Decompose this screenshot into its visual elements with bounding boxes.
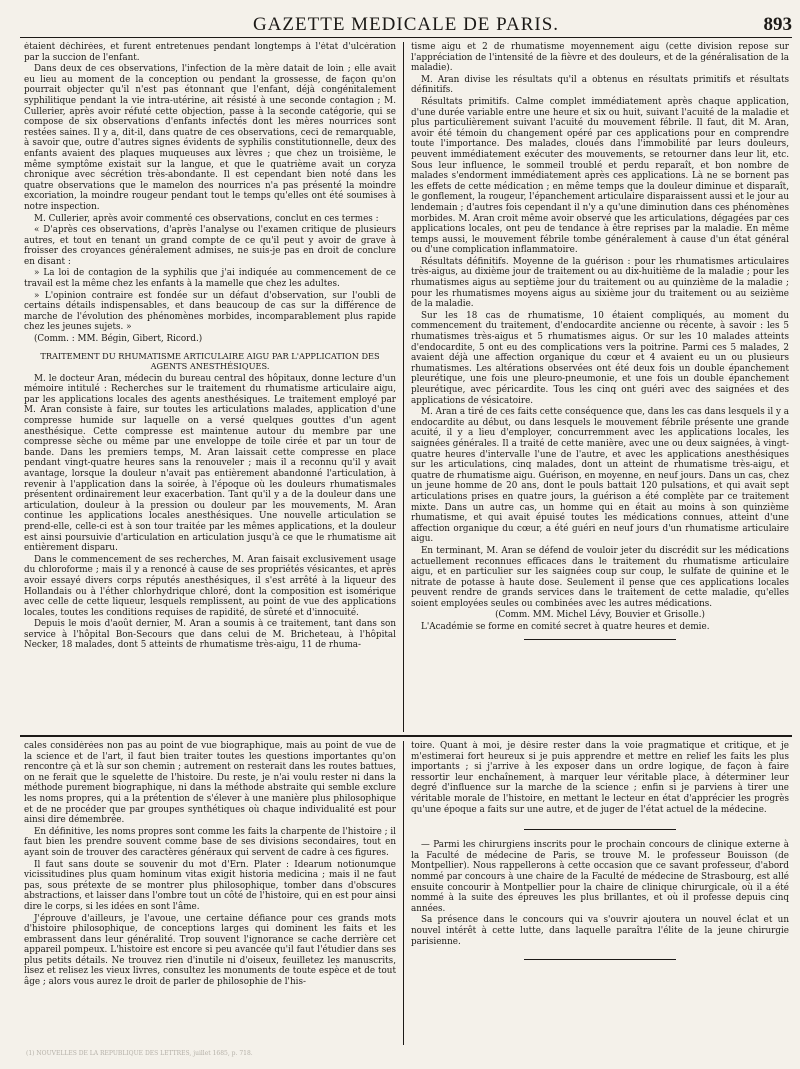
paragraph: En terminant, M. Aran se défend de vouloir jeter du discrédit sur les médications actuellement reconnues efficaces dans le traitement du rhumatisme articulaire aigu, et en particulier sur les saignées coup sur coup, le sulfate de quinine et le nitrate de potasse à haute dose. Seulement il pense que ces applications locales peuvent rendre de grands services dans le traitement de cette maladie, qu'elles soient employées seules ou combinées avec les autres médications. <box>411 545 789 609</box>
paragraph: L'Académie se forme en comité secret à quatre heures et demie. <box>421 622 710 633</box>
paragraph: toire. Quant à moi, je désire rester dans la voie pragmatique et critique, et je m'estimerai fort heureux si je puis apprendre et mettre en relief les faits les plus importants ; si j'arrive à les exposer dans un ordre logique, de façon à faire ressortir leur enchaînement, à marquer leur véritable place, à déterminer leur degré d'influence sur la marche de la science ; enfin si je parviens à tirer une véritable morale de l'histoire, en mettant le lecteur en état d'apprécier les progrès qu'une époque a faits sur une autre, et de juger de l'état actuel de la médecine. <box>411 741 789 815</box>
commission-line: (Comm. MM. Michel Lévy, Bouvier et Grisolle.) <box>495 610 705 621</box>
commission-line: (Comm. : MM. Bégin, Gibert, Ricord.) <box>34 334 203 345</box>
paragraph: M. le docteur Aran, médecin du bureau central des hôpitaux, donne lecture d'un mémoire intitulé : Recherches sur le traitement du rhumatisme articulaire aigu, par les applications locales des agents anesthésiques. Le traitement employé par M. Aran consiste à faire, sur toutes les articulations malades, application d'une compresse humide sur laquelle on a versé quelques gouttes d'un agent anesthésique. Cette compresse est maintenue autour du membre par une compresse sèche ou même par une enveloppe de toile cirée et par un tour de bande. Dans les premiers temps, M. Aran laissait cette compresse en place pendant vingt-quatre heures sans la renouveler ; mais il a reconnu qu'il y avait avantage, lorsque la douleur n'avait pas entièrement abandonné l'articulation, à revenir à l'application dans la soirée, à l'époque où les douleurs rhumatismales présentent ordinairement leur exacerbation. Tant qu'il y a de la douleur dans une articulation, douleur à la pression ou douleur par les mouvements, M. Aran continue les applications locales anesthésiques. Une nouvelle articulation se prend-elle, celle-ci est à son tour traitée par les mêmes applications, et la douleur est ainsi poursuivie d'articulation en articulation jusqu'à ce que le rhumatisme ait entièrement disparu. <box>24 373 396 554</box>
paragraph: M. Cullerier, après avoir commenté ces observations, conclut en ces termes : <box>34 213 379 224</box>
paragraph: Résultats définitifs. Moyenne de la guérison : pour les rhumatismes articulaires très-aigus, au dixième jour de traitement ou au dix-huitième de la maladie ; pour les rhumatismes aigus au septième jour du traitement ou au quinzième de la maladie ; pour les rhumatismes moyens aigus au sixième jour du traitement ou au seizième de la maladie. <box>411 256 789 310</box>
divider-rule <box>524 829 675 830</box>
section-rule <box>20 735 792 737</box>
column-divider <box>403 42 404 732</box>
header-rule <box>20 37 792 38</box>
quote-paragraph: » La loi de contagion de la syphilis que j'ai indiquée au commencement de ce travail est la même chez les enfants à la mamelle que chez les adultes. <box>24 268 396 290</box>
bottom-right-column <box>411 741 789 1045</box>
paragraph: M. Aran divise les résultats qu'il a obtenus en résultats primitifs et résultats définitifs. <box>411 74 789 96</box>
bottom-left-column <box>24 741 396 1045</box>
section-heading: TRAITEMENT DU RHUMATISME ARTICULAIRE AIGU PAR L'APPLICATION DES AGENTS ANESTHÉSIQUES. <box>40 350 380 371</box>
column-divider <box>403 741 404 1045</box>
paragraph: Depuis le mois d'août dernier, M. Aran a soumis à ce traitement, tant dans son service à l'hôpital Bon-Secours que dans celui de M. Bricheteau, à l'hôpital Necker, 18 malades, dont 5 atteints de rhumatisme très-aigu, 11 de rhuma- <box>24 619 396 651</box>
paragraph: Résultats primitifs. Calme complet immédiatement après chaque application, d'une durée variable entre une heure et six ou huit, suivant l'acuité de la maladie et plus particulièrement suivant l'acuité du mouvement fébrile. Il faut, dit M. Aran, avoir été témoin du changement opéré par ces applications pour en comprendre toute l'importance. Des malades, cloués dans l'immobilité par leurs douleurs, peuvent immédiatement exécuter des mouvements, se retourner dans leur lit, etc. Sous leur influence, le sommeil troublé et perdu reparaît, et bon nombre de malades s'endorment immédiatement après ces applications. Là ne se bornent pas les effets de cette médication ; en même temps que la douleur diminue et disparaît, le gonflement, la rougeur, l'épanchement articulaire disparaissent aussi et le jour au lendemain ; d'autres fois cependant il n'y a qu'une diminution dans ces phénomènes morbides. M. Aran croit même avoir observé que les articulations, dégagées par ces applications locales, ont peu de tendance à être reprises par la maladie. En même temps aussi, le mouvement fébrile tombe généralement à cause d'un état général ou d'une complication inflammatoire. <box>411 96 789 256</box>
top-left-column <box>24 42 396 730</box>
paragraph: Dans deux de ces observations, l'infection de la mère datait de loin ; elle avait eu lieu au moment de la conception ou pendant la grossesse, de façon qu'on pourrait objecter qu'il n'est pas étonnant que l'enfant, déjà congénitalement syphilitique pendant la vie intra-utérine, ait résisté à une seconde contagion ; M. Cullerier, après avoir réfuté cette objection, passe à la seconde catégorie, qui se compose de six observations d'enfants infectés dont les mères nourrices sont restées saines. Il y a, dit-il, dans quatre de ces observations, ceci de remarquable, à savoir que, outre d'autres signes évidents de syphilis constitutionnelle, deux des enfants avaient des plaques muqueuses aux lèvres ; que chez un troisième, le même symptôme existait sur la langue, et que le quatrième avait un coryza chronique avec sécrétion très-abondante. Il est cependant bien noté dans les quatre observations que le mamelon des nourrices n'a pas présenté la moindre excoriation, la moindre rougeur pendant tout le temps qu'elles ont été soumises à notre inspection. <box>24 64 396 212</box>
journal-title: GAZETTE MEDICALE DE PARIS. <box>252 14 560 35</box>
top-right-column <box>411 42 789 730</box>
paragraph: En définitive, les noms propres sont comme les faits la charpente de l'histoire ; il faut bien les prendre souvent comme base de ses divisions secondaires, tout en ayant soin de trouver des caractères généraux qui servent de cadre à ces figures. <box>24 826 396 858</box>
end-rule <box>524 959 675 960</box>
quote-paragraph: » L'opinion contraire est fondée sur un défaut d'observation, sur l'oubli de certains détails indispensables, et dans beaucoup de cas sur la différence de marche de l'évolution des phénomènes morbides, incomparablement plus rapide chez les jeunes sujets. » <box>24 290 396 333</box>
paragraph: cales considérées non pas au point de vue biographique, mais au point de vue de la science et de l'art, il faut bien traiter toutes les questions importantes qu'on rencontre çà et là sur son chemin ; autrement on resterait dans les routes battues, on ne ferait que le squelette de l'histoire. Du reste, je n'ai voulu rester ni dans la méthode purement biographique, ni dans la méthode abstraite qui semble exclure les noms propres, qui a la prétention de s'élever à une manière plus philosophique et de ne procéder que par groupes synthétiques où chaque individualité est pour ainsi dire démembrée. <box>24 741 396 826</box>
paragraph: — Parmi les chirurgiens inscrits pour le prochain concours de clinique externe à la Faculté de médecine de Paris, se trouve M. le professeur Bouisson (de Montpellier). Nous rappellerons à cette occasion que ce savant professeur, d'abord nommé par concours à une chaire de la Faculté de médecine de Strasbourg, est allé ensuite concourir à Montpellier pour la chaire de clinique chirurgicale, où il a été nommé à la suite des épreuves les plus brillantes, et où il professe depuis cinq années. <box>411 840 789 914</box>
paragraph: tisme aigu et 2 de rhumatisme moyennement aigu (cette division repose sur l'appréciation de l'intensité de la fièvre et des douleurs, et de la généralisation de la maladie). <box>411 42 789 74</box>
paragraph: Sur les 18 cas de rhumatisme, 10 étaient compliqués, au moment du commencement du traitement, d'endocardite ancienne ou récente, à savoir : les 5 rhumatismes très-aigus et 5 rhumatismes aigus. Or sur les 10 malades atteints d'endocardite, 5 ont eu des complications vers la poitrine. Parmi ces 5 malades, 2 avaient déjà une affection organique du cœur et 4 avaient eu un ou plusieurs rhumatismes. Les altérations observées ont été deux fois un double épanchement pleurétique, une fois une pleuro-pneumonie, et une fois un double épanchement pleurétique, avec péricardite. Tous les cinq ont guéri avec des saignées et des applications de vésicatoire. <box>411 310 789 406</box>
paragraph: Sa présence dans le concours qui va s'ouvrir ajoutera un nouvel éclat et un nouvel intérêt à cette lutte, dans laquelle paraîtra l'élite de la jeune chirurgie parisienne. <box>411 915 789 947</box>
paragraph: J'éprouve d'ailleurs, je l'avoue, une certaine défiance pour ces grands mots d'histoire philosophique, de conceptions larges qui dominent les faits et les embrassent dans leur généralité. Trop souvent l'ignorance se cache derrière cet appareil pompeux. L'histoire est encore si peu avancée qu'il faut l'étudier dans ses plus petits détails. Ne trouvez rien d'inutile ni d'oiseux, feuilletez les manuscrits, lisez et relisez les vieux livres, consultez les monuments de toute espèce et de tout âge ; alors vous aurez le droit de parler de philosophie de l'his- <box>24 913 396 988</box>
page-header <box>20 12 792 36</box>
paragraph: M. Aran a tiré de ces faits cette conséquence que, dans les cas dans lesquels il y a endocardite au début, ou dans lesquels le mouvement fébrile présente une grande acuité, il y a lieu d'employer, concurremment avec les applications locales, les saignées générales. Il a traité de cette manière, avec une ou deux saignées, à vingt-quatre heures d'intervalle l'une de l'autre, et avec les applications anesthésiques sur les articulations, cinq malades, dont un atteint de rhumatisme très-aigu, et quatre de rhumatisme aigu. Guérison, en moyenne, en neuf jours. Dans un cas, chez un jeune homme de 20 ans, dont le pouls battait 120 pulsations, et qui avait sept articulations prises en quatre jours, la guérison a été complète par ce traitement mixte. Dans un autre cas, un homme qui en était au moins à son quinzième rhumatisme, et qui avait épuisé toutes les médications connues, atteint d'une affection organique du cœur, a été guéri en neuf jours d'un rhumatisme articulaire aigu. <box>411 407 789 545</box>
paragraph: Il faut sans doute se souvenir du mot d'Ern. Plater : Idearum notionumque vicissitudines plus quam hominum vitas exigit historia medicina ; mais il ne faut pas, sous prétexte de se montrer plus philosophique, tomber dans d'obscures abstractions, et laisser dans l'ombre tout un côté de l'histoire, qui en est pour ainsi dire le corps, si les idées en sont l'âme. <box>24 859 396 912</box>
quote-paragraph: « D'après ces observations, d'après l'analyse ou l'examen critique de plusieurs autres, et tout en tenant un grand compte de ce qu'il peut y avoir de grave à froisser des croyances généralement admises, ne suis-je pas en droit de conclure en disant : <box>24 225 396 267</box>
paragraph: Dans le commencement de ses recherches, M. Aran faisait exclusivement usage du chloroforme ; mais il y a renoncé à cause de ses propriétés vésicantes, et après avoir essayé divers corps réputés anesthésiques, il s'est arrêté à la liqueur des Hollandais ou à l'éther chlorhydrique chloré, dont la composition est isomérique avec celle de cette liqueur, lesquels remplissent, au point de vue des applications locales, toutes les conditions requises de rapidité, de sûreté et d'innocuité. <box>24 554 396 618</box>
page-number: 893 <box>763 14 792 35</box>
end-rule <box>524 639 675 640</box>
paragraph: étaient déchirées, et furent entretenues pendant longtemps à l'état d'ulcération par la succion de l'enfant. <box>24 42 396 63</box>
bleed-through-footnote: (1) NOUVELLES DE LA RÉPUBLIQUE DES LETTRES, juillet 1685, p. 718. <box>26 1050 253 1057</box>
